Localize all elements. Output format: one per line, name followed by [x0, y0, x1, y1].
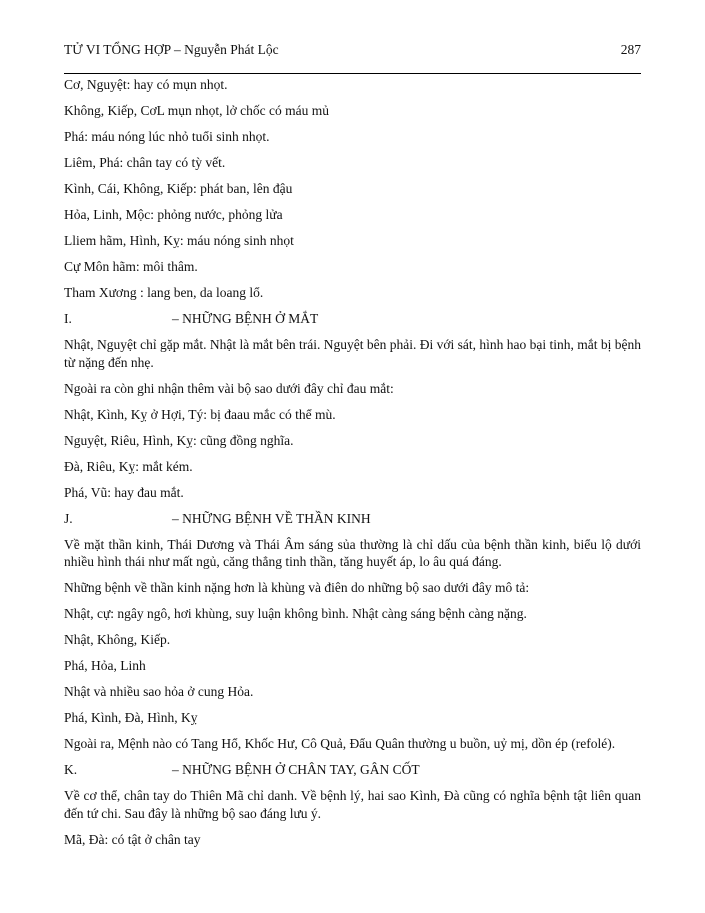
text-line: Kình, Cái, Không, Kiếp: phát ban, lên đậu	[64, 181, 293, 196]
paragraph: Về cơ thể, chân tay do Thiên Mã chỉ danh. Về bệnh lý, hai sao Kình, Đà cũng có nghĩa bệnh tật liên quan đến tứ chi. Sau đây là những bộ sao đáng lưu ý.	[64, 788, 641, 821]
paragraph: Nhật, Không, Kiếp.	[64, 632, 171, 647]
text-line: Liêm, Phá: chân tay có tỳ vết.	[64, 155, 226, 170]
paragraph: Phá, Hỏa, Linh	[64, 658, 146, 673]
section-heading-i	[64, 310, 641, 328]
page-number: 287	[620, 42, 641, 57]
section-title: – NHỮNG BỆNH Ở MẮT	[172, 311, 319, 326]
section-heading-j	[64, 510, 641, 528]
section-number: J.	[64, 510, 73, 526]
text-line: Không, Kiếp, CơL mụn nhọt, lở chốc có máu mủ	[64, 103, 329, 118]
paragraph: Về mặt thần kinh, Thái Dương và Thái Âm sáng sủa thường là chỉ dấu của bệnh thần kinh, biểu lộ dưới nhiều hình thái như mất ngủ, căng thẳng tinh thần, tăng huyết áp, lo âu quá đáng.	[64, 536, 641, 569]
text-line: Cự Môn hãm: môi thâm.	[64, 259, 198, 274]
text-line: Tham Xương : lang ben, da loang lổ.	[64, 285, 264, 300]
paragraph: Nhật, Kình, Kỵ ở Hợi, Tý: bị đaau mắc có thể mù.	[64, 406, 336, 422]
paragraph: Nhật, cự: ngây ngô, hơi khùng, suy luận không bình. Nhật càng sáng bệnh càng nặng.	[64, 606, 527, 621]
section-title: – NHỮNG BỆNH Ở CHÂN TAY, GÂN CỐT	[172, 762, 420, 777]
paragraph: Đà, Riêu, Kỵ: mắt kém.	[64, 458, 193, 474]
paragraph: Phá, Kình, Đà, Hình, Kỵ	[64, 710, 198, 725]
paragraph: Nhật, Nguyệt chỉ gặp mắt. Nhật là mắt bên trái. Nguyệt bên phải. Đi với sát, hình hao bại tinh, mắt bị bệnh từ nặng đến nhẹ.	[64, 337, 642, 370]
paragraph: Mã, Đà: có tật ở chân tay	[64, 831, 201, 847]
page-body	[64, 76, 641, 857]
text-line: Cơ, Nguyệt: hay có mụn nhọt.	[64, 77, 228, 92]
section-number: K.	[64, 762, 78, 777]
section-number: I.	[64, 311, 72, 326]
running-title: TỬ VI TỔNG HỢP – Nguyễn Phát Lộc	[64, 42, 279, 57]
page-header	[64, 42, 641, 62]
section-title: – NHỮNG BỆNH VỀ THẦN KINH	[172, 510, 371, 526]
paragraph: Nguyệt, Riêu, Hình, Kỵ: cũng đồng nghĩa.	[64, 432, 294, 448]
section-heading-k	[64, 761, 641, 779]
text-line: Lliem hãm, Hình, Kỵ: máu nóng sinh nhọt	[64, 233, 294, 248]
text-line: Hỏa, Linh, Mộc: phỏng nước, phỏng lửa	[64, 207, 283, 222]
paragraph: Phá, Vũ: hay đau mắt.	[64, 484, 184, 500]
paragraph: Những bệnh về thần kinh nặng hơn là khùng và điên do những bộ sao dưới đây mô tả:	[64, 580, 530, 595]
paragraph: Nhật và nhiều sao hỏa ở cung Hỏa.	[64, 684, 254, 699]
paragraph: Ngoài ra, Mệnh nào có Tang Hổ, Khốc Hư, Cô Quả, Đẩu Quân thường u buồn, uỷ mị, dồn ép (refolé).	[64, 736, 616, 751]
text-line: Phá: máu nóng lúc nhỏ tuổi sinh nhọt.	[64, 129, 270, 144]
header-rule	[64, 73, 641, 74]
paragraph: Ngoài ra còn ghi nhận thêm vài bộ sao dưới đây chỉ đau mắt:	[64, 380, 394, 396]
